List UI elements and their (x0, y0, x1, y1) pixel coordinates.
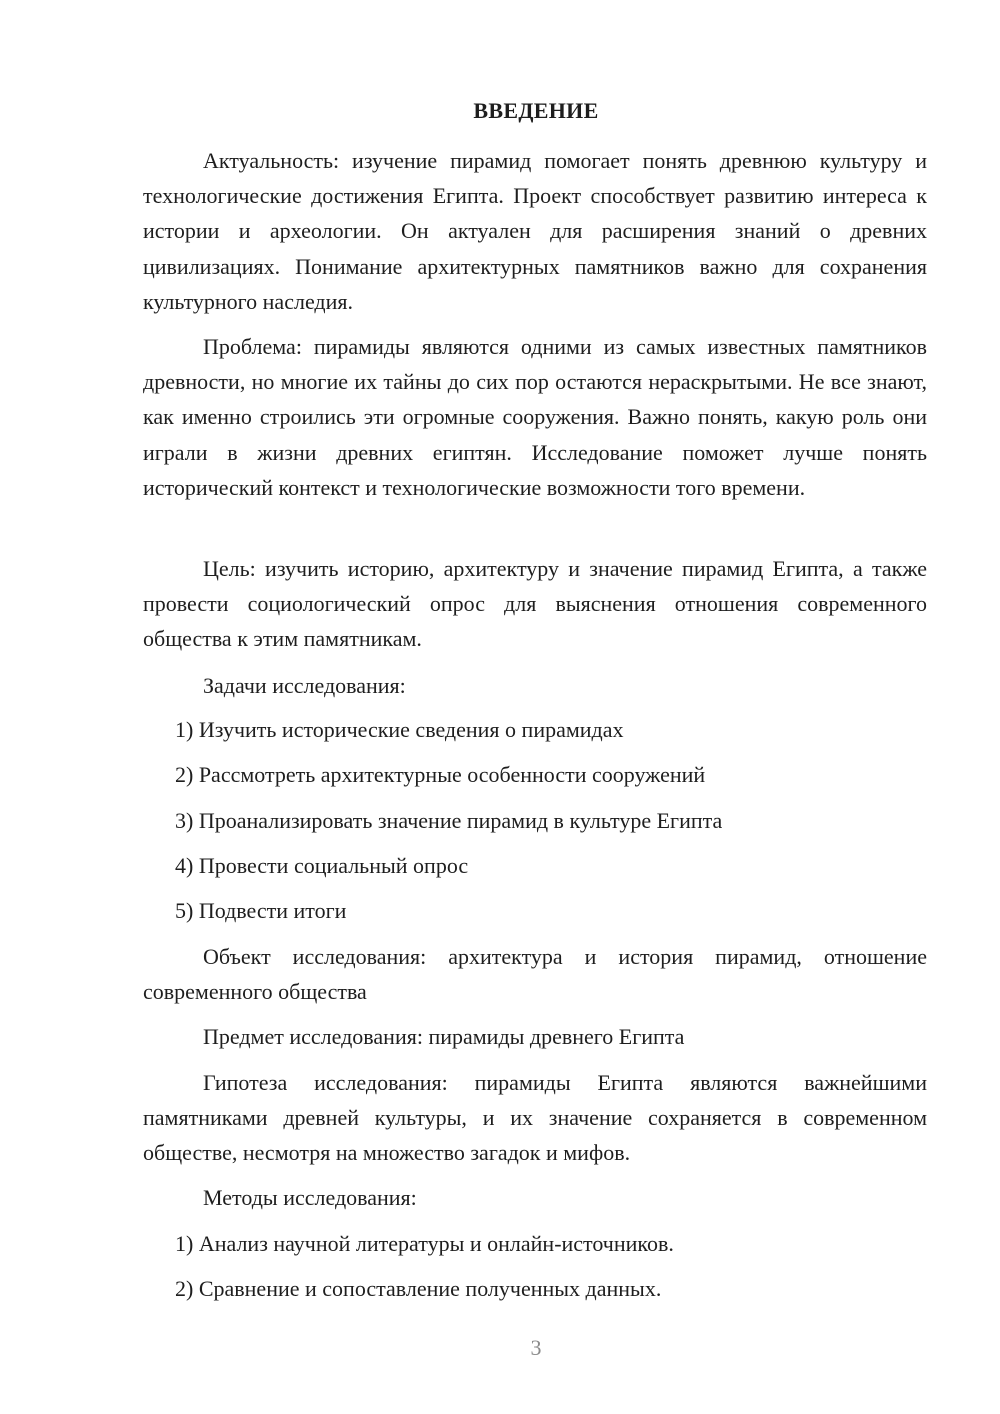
method-item: 2) Сравнение и сопоставление полученных данных. (175, 1276, 662, 1301)
hypothesis-paragraph: Гипотеза исследования: пирамиды Египта являются важнейшими памятниками древней культуры, и их значение сохраняется в современном обществе, несмотря на множество загадок и мифов. (143, 1070, 927, 1166)
methods-heading: Методы исследования: (203, 1185, 417, 1210)
section-title: ВВЕДЕНИЕ (473, 98, 599, 123)
method-item: 1) Анализ научной литературы и онлайн-источников. (175, 1231, 674, 1256)
relevance-paragraph: Актуальность: изучение пирамид помогает понять древнюю культуру и технологические достижения Египта. Проект способствует развитию интереса к истории и археологии. Он актуален для расширения знаний о древних цивилизациях. Понимание архитектурных памятников важно для сохранения культурного наследия. (143, 148, 927, 314)
problem-paragraph: Проблема: пирамиды являются одними из самых известных памятников древности, но многие их тайны до сих пор остаются нераскрытыми. Не все знают, как именно строились эти огромные сооружения. Важно понять, какую роль они играли в жизни древних египтян. Исследование поможет лучше понять исторический контекст и технологические возможности того времени. (143, 334, 927, 500)
goal-paragraph: Цель: изучить историю, архитектуру и значение пирамид Египта, а также провести социологический опрос для выяснения отношения современного общества к этим памятникам. (143, 556, 927, 652)
object-paragraph: Объект исследования: архитектура и история пирамид, отношение современного общества (143, 944, 927, 1005)
subject-line: Предмет исследования: пирамиды древнего Египта (203, 1024, 685, 1049)
task-item: 5) Подвести итоги (175, 898, 347, 923)
task-item: 4) Провести социальный опрос (175, 853, 469, 878)
task-item: 1) Изучить исторические сведения о пирамидах (175, 717, 624, 742)
page-number: 3 (530, 1335, 542, 1360)
task-item: 3) Проанализировать значение пирамид в культуре Египта (175, 808, 723, 833)
task-item: 2) Рассмотреть архитектурные особенности сооружений (175, 762, 706, 787)
tasks-heading: Задачи исследования: (203, 673, 406, 698)
